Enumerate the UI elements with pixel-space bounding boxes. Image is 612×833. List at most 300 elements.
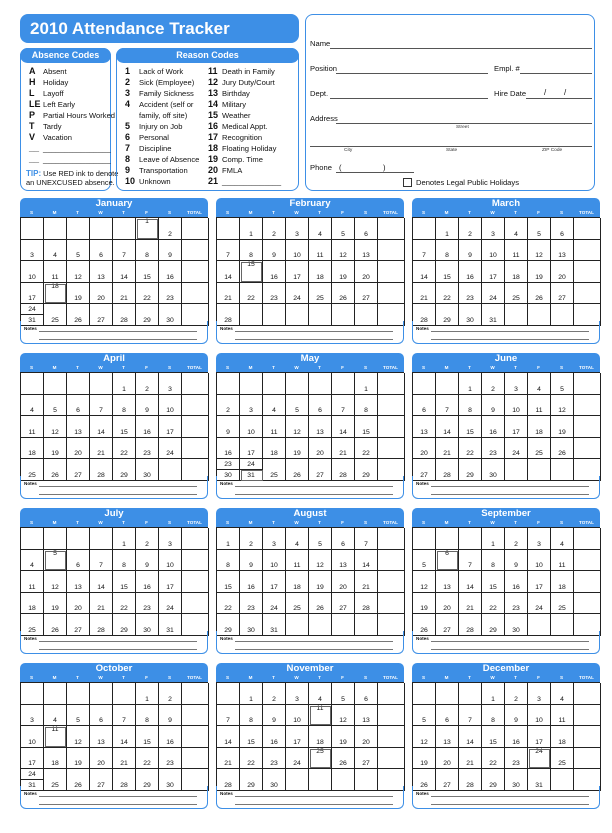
day-cell[interactable] bbox=[332, 550, 355, 572]
day-cell[interactable] bbox=[459, 726, 482, 748]
day-cell[interactable] bbox=[113, 593, 136, 615]
day-cell[interactable] bbox=[551, 550, 574, 572]
day-cell[interactable] bbox=[136, 748, 159, 770]
day-cell[interactable] bbox=[309, 683, 332, 705]
day-cell[interactable] bbox=[113, 240, 136, 262]
day-cell[interactable] bbox=[44, 373, 67, 395]
day-cell[interactable] bbox=[159, 748, 182, 770]
month-notes[interactable] bbox=[216, 476, 404, 499]
day-cell[interactable] bbox=[332, 705, 355, 727]
day-cell[interactable] bbox=[413, 218, 436, 240]
day-cell[interactable] bbox=[21, 261, 44, 283]
day-cell[interactable] bbox=[21, 395, 44, 417]
week-total-cell[interactable] bbox=[574, 283, 601, 305]
day-cell[interactable] bbox=[240, 438, 263, 460]
day-cell[interactable] bbox=[505, 218, 528, 240]
day-cell[interactable] bbox=[528, 705, 551, 727]
week-total-cell[interactable] bbox=[378, 438, 405, 460]
week-total-cell[interactable] bbox=[182, 528, 209, 550]
day-cell[interactable] bbox=[459, 528, 482, 550]
week-total-cell[interactable] bbox=[378, 528, 405, 550]
day-cell[interactable] bbox=[413, 550, 436, 572]
day-cell[interactable] bbox=[459, 748, 482, 770]
day-cell[interactable] bbox=[44, 240, 67, 262]
day-cell[interactable] bbox=[505, 683, 528, 705]
day-cell[interactable] bbox=[413, 395, 436, 417]
day-cell[interactable] bbox=[551, 528, 574, 550]
day-cell[interactable] bbox=[113, 373, 136, 395]
day-cell[interactable] bbox=[332, 593, 355, 615]
day-cell[interactable] bbox=[90, 395, 113, 417]
week-total-cell[interactable] bbox=[574, 416, 601, 438]
day-cell[interactable] bbox=[90, 571, 113, 593]
day-cell[interactable] bbox=[436, 528, 459, 550]
day-cell[interactable] bbox=[90, 726, 113, 748]
day-cell[interactable] bbox=[113, 726, 136, 748]
day-cell[interactable] bbox=[67, 571, 90, 593]
day-cell[interactable] bbox=[528, 438, 551, 460]
day-cell[interactable] bbox=[309, 416, 332, 438]
day-cell[interactable] bbox=[263, 373, 286, 395]
day-cell[interactable] bbox=[551, 416, 574, 438]
day-cell[interactable] bbox=[159, 593, 182, 615]
day-cell[interactable] bbox=[240, 683, 263, 705]
day-cell[interactable] bbox=[286, 283, 309, 305]
city-state-zip-field[interactable] bbox=[310, 146, 592, 147]
day-cell[interactable] bbox=[240, 593, 263, 615]
day-cell[interactable] bbox=[459, 218, 482, 240]
week-total-cell[interactable] bbox=[574, 683, 601, 705]
day-cell[interactable] bbox=[309, 218, 332, 240]
month-notes[interactable] bbox=[20, 631, 208, 654]
day-cell[interactable] bbox=[240, 726, 263, 748]
day-cell[interactable] bbox=[459, 438, 482, 460]
week-total-cell[interactable] bbox=[574, 571, 601, 593]
day-cell[interactable] bbox=[286, 550, 309, 572]
day-cell[interactable] bbox=[482, 218, 505, 240]
day-cell[interactable] bbox=[551, 748, 574, 770]
day-cell[interactable] bbox=[21, 240, 44, 262]
day-cell[interactable] bbox=[286, 261, 309, 283]
week-total-cell[interactable] bbox=[378, 593, 405, 615]
day-cell[interactable] bbox=[413, 748, 436, 770]
day-cell[interactable] bbox=[355, 528, 378, 550]
day-cell[interactable] bbox=[505, 416, 528, 438]
day-cell[interactable] bbox=[309, 395, 332, 417]
day-cell[interactable] bbox=[413, 571, 436, 593]
day-cell[interactable] bbox=[90, 593, 113, 615]
week-total-cell[interactable] bbox=[574, 550, 601, 572]
day-cell[interactable] bbox=[482, 683, 505, 705]
month-notes[interactable] bbox=[412, 321, 600, 344]
day-cell[interactable] bbox=[217, 395, 240, 417]
week-total-cell[interactable] bbox=[378, 283, 405, 305]
day-cell[interactable] bbox=[136, 373, 159, 395]
day-cell[interactable] bbox=[332, 283, 355, 305]
day-cell[interactable] bbox=[263, 705, 286, 727]
day-cell[interactable] bbox=[263, 593, 286, 615]
day-cell[interactable] bbox=[21, 550, 44, 572]
day-cell[interactable] bbox=[505, 550, 528, 572]
week-total-cell[interactable] bbox=[574, 528, 601, 550]
day-cell[interactable] bbox=[436, 240, 459, 262]
street-field[interactable] bbox=[336, 123, 592, 124]
day-cell[interactable] bbox=[67, 550, 90, 572]
day-cell[interactable] bbox=[67, 416, 90, 438]
day-cell[interactable] bbox=[90, 261, 113, 283]
day-cell[interactable] bbox=[309, 726, 332, 748]
day-cell[interactable] bbox=[286, 726, 309, 748]
day-cell[interactable] bbox=[413, 683, 436, 705]
day-cell[interactable] bbox=[309, 240, 332, 262]
week-total-cell[interactable] bbox=[378, 571, 405, 593]
day-cell[interactable] bbox=[505, 528, 528, 550]
day-cell[interactable] bbox=[159, 395, 182, 417]
day-cell[interactable] bbox=[113, 705, 136, 727]
day-cell[interactable] bbox=[286, 705, 309, 727]
day-cell[interactable] bbox=[355, 726, 378, 748]
day-cell[interactable] bbox=[436, 373, 459, 395]
day-cell[interactable] bbox=[413, 726, 436, 748]
day-cell[interactable] bbox=[67, 683, 90, 705]
day-cell[interactable] bbox=[436, 593, 459, 615]
day-cell[interactable] bbox=[240, 705, 263, 727]
day-cell[interactable] bbox=[482, 438, 505, 460]
day-cell[interactable] bbox=[240, 459, 263, 470]
day-cell[interactable] bbox=[459, 593, 482, 615]
day-cell[interactable] bbox=[217, 726, 240, 748]
day-cell[interactable] bbox=[90, 705, 113, 727]
day-cell[interactable] bbox=[459, 283, 482, 305]
day-cell[interactable] bbox=[21, 726, 44, 748]
week-total-cell[interactable] bbox=[574, 395, 601, 417]
day-cell[interactable] bbox=[240, 373, 263, 395]
day-cell[interactable] bbox=[436, 283, 459, 305]
day-cell[interactable] bbox=[332, 416, 355, 438]
day-cell[interactable] bbox=[90, 438, 113, 460]
day-cell[interactable] bbox=[332, 218, 355, 240]
week-total-cell[interactable] bbox=[182, 373, 209, 395]
day-cell[interactable] bbox=[482, 593, 505, 615]
day-cell[interactable] bbox=[505, 240, 528, 262]
day-cell[interactable] bbox=[355, 416, 378, 438]
day-cell[interactable] bbox=[21, 528, 44, 550]
day-cell[interactable] bbox=[551, 571, 574, 593]
week-total-cell[interactable] bbox=[182, 416, 209, 438]
day-cell[interactable] bbox=[90, 283, 113, 305]
day-cell[interactable] bbox=[67, 218, 90, 240]
day-cell[interactable] bbox=[159, 705, 182, 727]
day-cell[interactable] bbox=[505, 283, 528, 305]
month-notes[interactable] bbox=[216, 321, 404, 344]
day-cell[interactable] bbox=[217, 683, 240, 705]
day-cell[interactable] bbox=[309, 283, 332, 305]
day-cell[interactable] bbox=[436, 683, 459, 705]
day-cell[interactable] bbox=[332, 395, 355, 417]
day-cell[interactable] bbox=[159, 528, 182, 550]
day-cell[interactable] bbox=[505, 373, 528, 395]
week-total-cell[interactable] bbox=[378, 550, 405, 572]
week-total-cell[interactable] bbox=[182, 748, 209, 770]
week-total-cell[interactable] bbox=[574, 705, 601, 727]
day-cell[interactable] bbox=[551, 683, 574, 705]
day-cell[interactable] bbox=[436, 705, 459, 727]
day-cell[interactable] bbox=[263, 726, 286, 748]
day-cell[interactable] bbox=[217, 438, 240, 460]
day-cell[interactable] bbox=[67, 593, 90, 615]
day-cell[interactable] bbox=[413, 705, 436, 727]
day-cell[interactable] bbox=[309, 438, 332, 460]
day-cell[interactable] bbox=[159, 550, 182, 572]
day-cell[interactable] bbox=[459, 550, 482, 572]
day-cell[interactable] bbox=[136, 705, 159, 727]
day-cell[interactable] bbox=[459, 416, 482, 438]
day-cell[interactable] bbox=[240, 218, 263, 240]
week-total-cell[interactable] bbox=[182, 261, 209, 283]
day-cell[interactable] bbox=[332, 571, 355, 593]
day-cell[interactable] bbox=[21, 683, 44, 705]
day-cell[interactable] bbox=[217, 283, 240, 305]
day-cell[interactable] bbox=[332, 261, 355, 283]
day-cell[interactable] bbox=[286, 683, 309, 705]
day-cell[interactable] bbox=[67, 240, 90, 262]
day-cell[interactable] bbox=[286, 416, 309, 438]
day-cell[interactable] bbox=[67, 705, 90, 727]
day-cell[interactable] bbox=[159, 438, 182, 460]
day-cell[interactable] bbox=[90, 683, 113, 705]
day-cell[interactable] bbox=[159, 240, 182, 262]
day-cell[interactable] bbox=[136, 261, 159, 283]
day-cell[interactable] bbox=[505, 261, 528, 283]
day-cell[interactable] bbox=[459, 683, 482, 705]
week-total-cell[interactable] bbox=[574, 438, 601, 460]
day-cell[interactable] bbox=[482, 528, 505, 550]
day-cell[interactable] bbox=[286, 218, 309, 240]
day-cell[interactable] bbox=[240, 283, 263, 305]
day-cell[interactable] bbox=[240, 748, 263, 770]
day-cell[interactable] bbox=[217, 550, 240, 572]
day-cell[interactable] bbox=[505, 571, 528, 593]
day-cell[interactable] bbox=[263, 550, 286, 572]
day-cell[interactable] bbox=[240, 416, 263, 438]
day-cell[interactable] bbox=[482, 416, 505, 438]
day-cell[interactable] bbox=[217, 240, 240, 262]
day-cell[interactable] bbox=[217, 218, 240, 240]
day-cell[interactable] bbox=[217, 459, 240, 470]
day-cell[interactable] bbox=[482, 373, 505, 395]
day-cell[interactable] bbox=[505, 705, 528, 727]
day-cell[interactable] bbox=[528, 416, 551, 438]
day-cell[interactable] bbox=[240, 550, 263, 572]
day-cell[interactable] bbox=[90, 416, 113, 438]
day-cell[interactable] bbox=[528, 528, 551, 550]
week-total-cell[interactable] bbox=[378, 683, 405, 705]
day-cell[interactable] bbox=[21, 218, 44, 240]
day-cell[interactable] bbox=[505, 726, 528, 748]
week-total-cell[interactable] bbox=[182, 218, 209, 240]
day-cell[interactable] bbox=[355, 748, 378, 770]
day-cell[interactable] bbox=[240, 528, 263, 550]
day-cell[interactable] bbox=[286, 240, 309, 262]
day-cell[interactable] bbox=[551, 283, 574, 305]
day-cell[interactable] bbox=[44, 261, 67, 283]
day-cell[interactable] bbox=[44, 593, 67, 615]
week-total-cell[interactable] bbox=[378, 705, 405, 727]
day-cell[interactable] bbox=[263, 395, 286, 417]
day-cell[interactable] bbox=[67, 528, 90, 550]
day-cell[interactable] bbox=[413, 416, 436, 438]
day-cell[interactable] bbox=[159, 373, 182, 395]
day-cell[interactable] bbox=[44, 748, 67, 770]
day-cell[interactable] bbox=[67, 283, 90, 305]
day-cell[interactable] bbox=[355, 571, 378, 593]
week-total-cell[interactable] bbox=[182, 726, 209, 748]
day-cell[interactable] bbox=[159, 218, 182, 240]
day-cell[interactable] bbox=[286, 373, 309, 395]
day-cell[interactable] bbox=[551, 726, 574, 748]
day-cell[interactable] bbox=[44, 705, 67, 727]
day-cell[interactable] bbox=[159, 416, 182, 438]
day-cell[interactable] bbox=[413, 283, 436, 305]
day-cell[interactable] bbox=[355, 550, 378, 572]
week-total-cell[interactable] bbox=[378, 416, 405, 438]
day-cell[interactable] bbox=[21, 593, 44, 615]
day-cell[interactable] bbox=[67, 373, 90, 395]
day-cell[interactable] bbox=[332, 726, 355, 748]
day-cell[interactable] bbox=[21, 283, 44, 305]
month-notes[interactable] bbox=[20, 476, 208, 499]
day-cell[interactable] bbox=[21, 769, 44, 780]
day-cell[interactable] bbox=[217, 373, 240, 395]
week-total-cell[interactable] bbox=[378, 395, 405, 417]
day-cell[interactable] bbox=[482, 550, 505, 572]
week-total-cell[interactable] bbox=[378, 240, 405, 262]
day-cell[interactable] bbox=[263, 416, 286, 438]
day-cell[interactable] bbox=[263, 240, 286, 262]
day-cell[interactable] bbox=[136, 683, 159, 705]
day-cell[interactable] bbox=[482, 240, 505, 262]
day-cell[interactable] bbox=[436, 571, 459, 593]
phone-field[interactable] bbox=[336, 172, 414, 173]
day-cell[interactable] bbox=[159, 283, 182, 305]
day-cell[interactable] bbox=[21, 705, 44, 727]
day-cell[interactable] bbox=[44, 395, 67, 417]
month-notes[interactable] bbox=[216, 631, 404, 654]
day-cell[interactable] bbox=[482, 395, 505, 417]
day-cell[interactable] bbox=[240, 395, 263, 417]
dept-field[interactable] bbox=[330, 98, 488, 99]
day-cell[interactable] bbox=[113, 748, 136, 770]
week-total-cell[interactable] bbox=[182, 705, 209, 727]
position-field[interactable] bbox=[336, 73, 488, 74]
day-cell[interactable] bbox=[67, 726, 90, 748]
day-cell[interactable] bbox=[240, 571, 263, 593]
day-cell[interactable] bbox=[309, 528, 332, 550]
day-cell[interactable] bbox=[413, 593, 436, 615]
day-cell[interactable] bbox=[528, 373, 551, 395]
day-cell[interactable] bbox=[67, 438, 90, 460]
day-cell[interactable] bbox=[332, 528, 355, 550]
day-cell[interactable] bbox=[482, 726, 505, 748]
day-cell[interactable] bbox=[217, 593, 240, 615]
day-cell[interactable] bbox=[436, 261, 459, 283]
month-notes[interactable] bbox=[412, 786, 600, 809]
day-cell[interactable] bbox=[90, 218, 113, 240]
day-cell[interactable] bbox=[90, 748, 113, 770]
day-cell[interactable] bbox=[436, 726, 459, 748]
day-cell[interactable] bbox=[113, 218, 136, 240]
day-cell[interactable] bbox=[217, 261, 240, 283]
day-cell[interactable] bbox=[44, 438, 67, 460]
day-cell[interactable] bbox=[309, 593, 332, 615]
day-cell[interactable] bbox=[263, 218, 286, 240]
day-cell[interactable] bbox=[136, 528, 159, 550]
day-cell[interactable] bbox=[332, 748, 355, 770]
day-cell[interactable] bbox=[355, 373, 378, 395]
day-cell[interactable] bbox=[482, 283, 505, 305]
day-cell[interactable] bbox=[263, 261, 286, 283]
week-total-cell[interactable] bbox=[574, 373, 601, 395]
day-cell[interactable] bbox=[355, 261, 378, 283]
day-cell[interactable] bbox=[263, 748, 286, 770]
hire-date-field[interactable] bbox=[526, 98, 592, 99]
day-cell[interactable] bbox=[67, 261, 90, 283]
day-cell[interactable] bbox=[551, 218, 574, 240]
day-cell[interactable] bbox=[217, 748, 240, 770]
month-notes[interactable] bbox=[20, 321, 208, 344]
day-cell[interactable] bbox=[136, 593, 159, 615]
day-cell[interactable] bbox=[113, 283, 136, 305]
day-cell[interactable] bbox=[136, 438, 159, 460]
week-total-cell[interactable] bbox=[378, 261, 405, 283]
day-cell[interactable] bbox=[551, 593, 574, 615]
day-cell[interactable] bbox=[136, 416, 159, 438]
week-total-cell[interactable] bbox=[574, 726, 601, 748]
day-cell[interactable] bbox=[21, 416, 44, 438]
day-cell[interactable] bbox=[44, 683, 67, 705]
day-cell[interactable] bbox=[309, 373, 332, 395]
day-cell[interactable] bbox=[528, 218, 551, 240]
day-cell[interactable] bbox=[551, 240, 574, 262]
day-cell[interactable] bbox=[286, 528, 309, 550]
day-cell[interactable] bbox=[459, 571, 482, 593]
day-cell[interactable] bbox=[136, 726, 159, 748]
day-cell[interactable] bbox=[90, 373, 113, 395]
day-cell[interactable] bbox=[355, 283, 378, 305]
day-cell[interactable] bbox=[528, 283, 551, 305]
day-cell[interactable] bbox=[459, 261, 482, 283]
day-cell[interactable] bbox=[482, 748, 505, 770]
day-cell[interactable] bbox=[136, 550, 159, 572]
week-total-cell[interactable] bbox=[182, 240, 209, 262]
day-cell[interactable] bbox=[217, 705, 240, 727]
week-total-cell[interactable] bbox=[574, 218, 601, 240]
day-cell[interactable] bbox=[459, 705, 482, 727]
day-cell[interactable] bbox=[90, 550, 113, 572]
day-cell[interactable] bbox=[355, 395, 378, 417]
month-notes[interactable] bbox=[216, 786, 404, 809]
day-cell[interactable] bbox=[136, 395, 159, 417]
day-cell[interactable] bbox=[528, 571, 551, 593]
day-cell[interactable] bbox=[309, 571, 332, 593]
month-notes[interactable] bbox=[20, 786, 208, 809]
day-cell[interactable] bbox=[482, 705, 505, 727]
day-cell[interactable] bbox=[136, 283, 159, 305]
day-cell[interactable] bbox=[436, 416, 459, 438]
day-cell[interactable] bbox=[90, 528, 113, 550]
day-cell[interactable] bbox=[113, 571, 136, 593]
day-cell[interactable] bbox=[286, 395, 309, 417]
